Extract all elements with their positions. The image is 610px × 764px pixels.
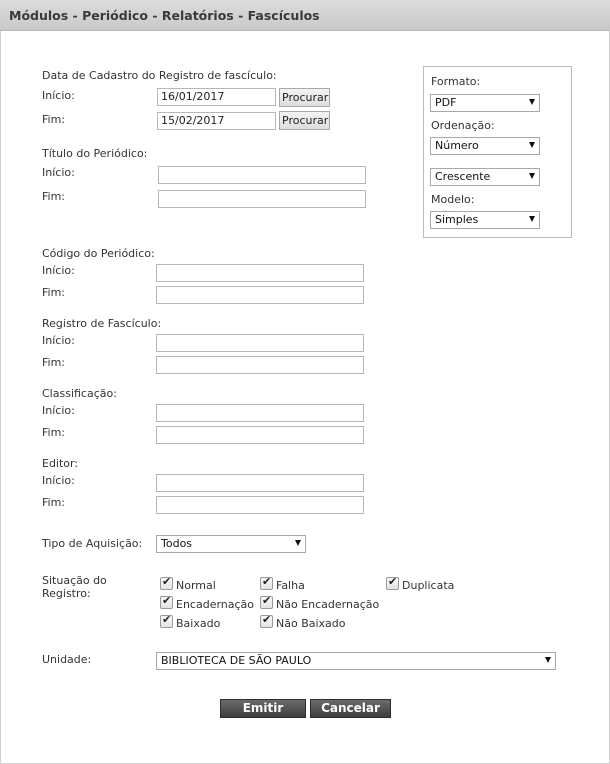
check-icon: ✔ (262, 575, 272, 588)
aquisicao-select[interactable] (156, 535, 306, 553)
formato-select[interactable] (430, 94, 540, 112)
titulo-fim-label: Fim: (42, 190, 66, 203)
editor-fim-label: Fim: (42, 496, 66, 509)
check-icon: ✔ (262, 613, 272, 626)
dropdown-arrow-icon (295, 540, 301, 546)
unidade-select[interactable] (156, 652, 556, 670)
window-title: Módulos - Periódico - Relatórios - Fascículos (9, 8, 320, 23)
classificacao-inicio-input[interactable] (156, 404, 364, 422)
cadastro-fim-label: Fim: (42, 113, 66, 126)
situacao-label-line2: Registro: (42, 587, 91, 600)
registro-fim-input[interactable] (156, 356, 364, 374)
ordenacao-select[interactable] (430, 137, 540, 155)
emitir-button[interactable]: Emitir (220, 699, 306, 718)
codigo-fim-input[interactable] (156, 286, 364, 304)
direcao-select-value: Crescente (435, 170, 491, 183)
modelo-select-value: Simples (435, 213, 479, 226)
ordenacao-select-value: Número (435, 139, 479, 152)
ordenacao-label: Ordenação: (431, 119, 495, 132)
formato-label: Formato: (431, 75, 481, 88)
situacao-encadernacao-label: Encadernação (176, 598, 255, 611)
title-bar (0, 0, 610, 31)
situacao-baixado-label: Baixado (176, 617, 221, 630)
situacao-nao-encadernacao-label: Não Encadernação (276, 598, 380, 611)
direcao-select[interactable] (430, 168, 540, 186)
editor-heading: Editor: (42, 457, 79, 470)
cadastro-inicio-label: Início: (42, 89, 75, 102)
titulo-inicio-input[interactable] (158, 166, 366, 184)
dropdown-arrow-icon (529, 99, 535, 105)
cancelar-button[interactable]: Cancelar (310, 699, 391, 718)
situacao-duplicata-label: Duplicata (402, 579, 455, 592)
check-icon: ✔ (262, 594, 272, 607)
aquisicao-label: Tipo de Aquisição: (42, 537, 143, 550)
cadastro-fim-procurar-button[interactable]: Procurar (279, 111, 330, 130)
classificacao-fim-input[interactable] (156, 426, 364, 444)
classificacao-inicio-label: Início: (42, 404, 75, 417)
dropdown-arrow-icon (529, 142, 535, 148)
check-icon: ✔ (162, 575, 172, 588)
registro-inicio-label: Início: (42, 334, 75, 347)
cadastro-heading: Data de Cadastro do Registro de fascículo: (42, 69, 277, 82)
classificacao-heading: Classificação: (42, 387, 117, 400)
cadastro-inicio-procurar-button[interactable]: Procurar (279, 88, 330, 107)
dropdown-arrow-icon (545, 657, 551, 663)
unidade-label: Unidade: (42, 653, 92, 666)
cadastro-fim-input[interactable]: 15/02/2017 (157, 112, 276, 130)
titulo-inicio-label: Início: (42, 166, 75, 179)
check-icon: ✔ (162, 613, 172, 626)
situacao-falha-checkbox[interactable] (260, 577, 273, 590)
modelo-label: Modelo: (431, 193, 475, 206)
dropdown-arrow-icon (529, 173, 535, 179)
situacao-falha-label: Falha (276, 579, 305, 592)
registro-fim-label: Fim: (42, 356, 66, 369)
check-icon: ✔ (162, 594, 172, 607)
dropdown-arrow-icon (529, 216, 535, 222)
situacao-nao-encadernacao-checkbox[interactable] (260, 596, 273, 609)
editor-inicio-input[interactable] (156, 474, 364, 492)
situacao-normal-checkbox[interactable] (160, 577, 173, 590)
situacao-normal-label: Normal (176, 579, 216, 592)
titulo-heading: Título do Periódico: (42, 147, 148, 160)
registro-heading: Registro de Fascículo: (42, 317, 162, 330)
cadastro-inicio-input[interactable]: 16/01/2017 (157, 88, 276, 106)
situacao-duplicata-checkbox[interactable] (386, 577, 399, 590)
titulo-fim-input[interactable] (158, 190, 366, 208)
codigo-inicio-label: Início: (42, 264, 75, 277)
formato-select-value: PDF (435, 96, 457, 109)
unidade-select-value: BIBLIOTECA DE SÃO PAULO (161, 654, 312, 667)
editor-inicio-label: Início: (42, 474, 75, 487)
classificacao-fim-label: Fim: (42, 426, 66, 439)
situacao-baixado-checkbox[interactable] (160, 615, 173, 628)
modelo-select[interactable] (430, 211, 540, 229)
codigo-fim-label: Fim: (42, 286, 66, 299)
situacao-encadernacao-checkbox[interactable] (160, 596, 173, 609)
situacao-nao-baixado-label: Não Baixado (276, 617, 346, 630)
situacao-label-line1: Situação do (42, 574, 107, 587)
situacao-nao-baixado-checkbox[interactable] (260, 615, 273, 628)
codigo-heading: Código do Periódico: (42, 247, 155, 260)
aquisicao-select-value: Todos (161, 537, 193, 550)
editor-fim-input[interactable] (156, 496, 364, 514)
registro-inicio-input[interactable] (156, 334, 364, 352)
check-icon: ✔ (388, 575, 398, 588)
codigo-inicio-input[interactable] (156, 264, 364, 282)
